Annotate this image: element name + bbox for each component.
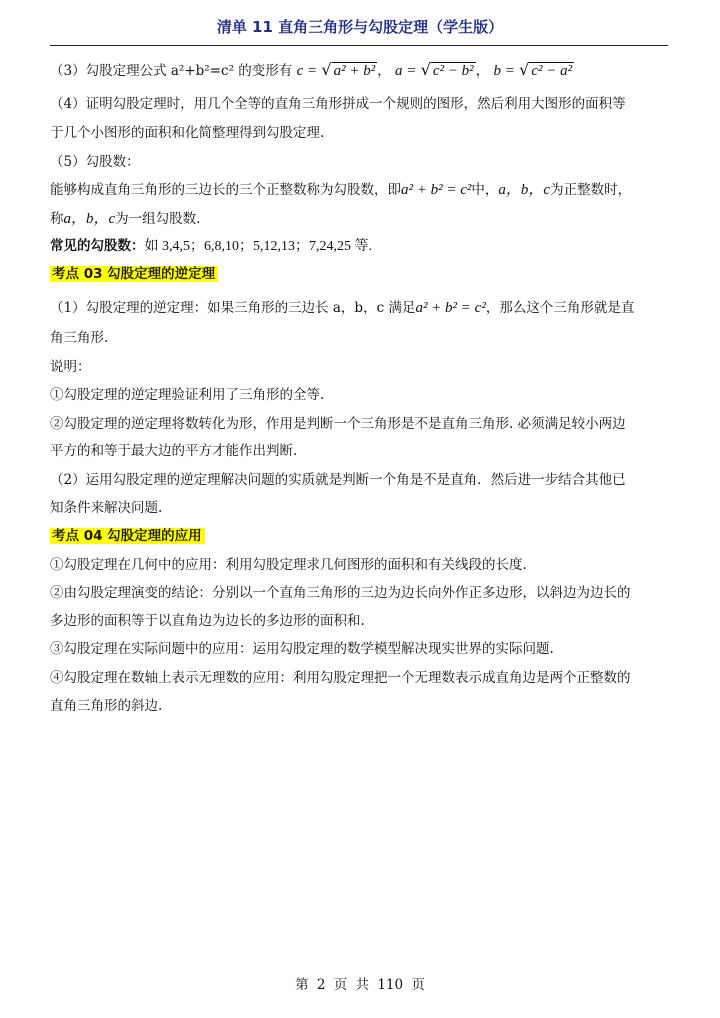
- paragraph-4-line-2: 于几个小图形的面积和化简整理得到勾股定理.: [50, 125, 325, 141]
- application-item-4-line-2: 直角三角形的斜边.: [50, 698, 163, 714]
- formula-a-lhs: a =: [395, 63, 417, 79]
- paragraph-4-line-1: （4）证明勾股定理时，用几个全等的直角三角形拼成一个规则的图形，然后利用大图形的面积等: [50, 96, 626, 112]
- note-label: 说明：: [50, 359, 91, 375]
- formula-c-lhs: c =: [296, 63, 318, 79]
- paragraph-5-title: （5）勾股数：: [50, 154, 140, 170]
- application-item-1: ①勾股定理在几何中的应用：利用勾股定理求几何图形的面积和有关线段的长度.: [50, 557, 527, 573]
- application-item-2-line-2: 多边形的面积等于以直角边为边长的多边形的面积和.: [50, 613, 365, 629]
- p3-text: （3）勾股定理公式 a²+b²=c² 的变形有: [50, 63, 293, 79]
- note-1: ①勾股定理的逆定理验证利用了三角形的全等.: [50, 387, 325, 403]
- section-03-p1-line-1: （1）勾股定理的逆定理：如果三角形的三边长 a，b，c 满足a² + b² = c²，那么这个三角形就是直: [50, 300, 635, 316]
- formula-a-sqrt: √ c² − b²: [420, 60, 474, 79]
- formula-b-lhs: b =: [493, 63, 515, 79]
- common-label: 常见的勾股数：: [50, 238, 145, 254]
- section-03-p1-line-2: 角三角形.: [50, 330, 109, 346]
- application-item-4-line-1: ④勾股定理在数轴上表示无理数的应用：利用勾股定理把一个无理数表示成直角边是两个正整数的: [50, 670, 631, 686]
- note-2-line-1: ②勾股定理的逆定理将数转化为形，作用是判断一个三角形是不是直角三角形. 必须满足较小两边: [50, 416, 626, 432]
- section-04-heading: 考点 04 勾股定理的应用: [50, 528, 205, 544]
- header-divider: [50, 45, 668, 46]
- section-03-heading-row: [50, 264, 670, 284]
- formula-b-sqrt: √ c² − a²: [519, 60, 573, 79]
- section-03-p2-line-1: （2）运用勾股定理的逆定理解决问题的实质就是判断一个角是不是直角．然后进一步结合其他已: [50, 472, 626, 488]
- application-item-2-line-1: ②由勾股定理演变的结论：分别以一个直角三角形的三边为边长向外作正多边形，以斜边为边长的: [50, 585, 631, 601]
- converse-formula: a² + b² = c²: [415, 300, 486, 316]
- common-pythagorean-triples: 常见的勾股数：如 3,4,5；6,8,10；5,12,13；7,24,25 等.: [50, 238, 372, 254]
- note-2-line-2: 平方的和等于最大边的平方才能作出判断.: [50, 443, 298, 459]
- section-04-heading-row: [50, 526, 670, 546]
- page-number-footer: 第 2 页 共 110 页: [295, 977, 425, 993]
- formula-c-sqrt: √ a² + b²: [321, 60, 376, 79]
- paragraph-5-line-2: 称a，b，c为一组勾股数.: [50, 211, 201, 227]
- paragraph-3: （3）勾股定理公式 a²+b²=c² 的变形有 c = √ a² + b² ， a = √ c² − b² ， b = √ c² − a²: [50, 60, 573, 79]
- pythagorean-formula: a² + b² = c²: [401, 182, 472, 198]
- section-03-heading: 考点 03 勾股定理的逆定理: [50, 266, 218, 282]
- paragraph-5-line-1: 能够构成直角三角形的三边长的三个正整数称为勾股数，即a² + b² = c²中，a，b，c为正整数时，: [50, 182, 632, 198]
- application-item-3: ③勾股定理在实际问题中的应用：运用勾股定理的数学模型解决现实世界的实际问题.: [50, 641, 554, 657]
- page-header-title: 清单 11 直角三角形与勾股定理（学生版）: [216, 18, 504, 36]
- section-03-p2-line-2: 知条件来解决问题.: [50, 500, 163, 516]
